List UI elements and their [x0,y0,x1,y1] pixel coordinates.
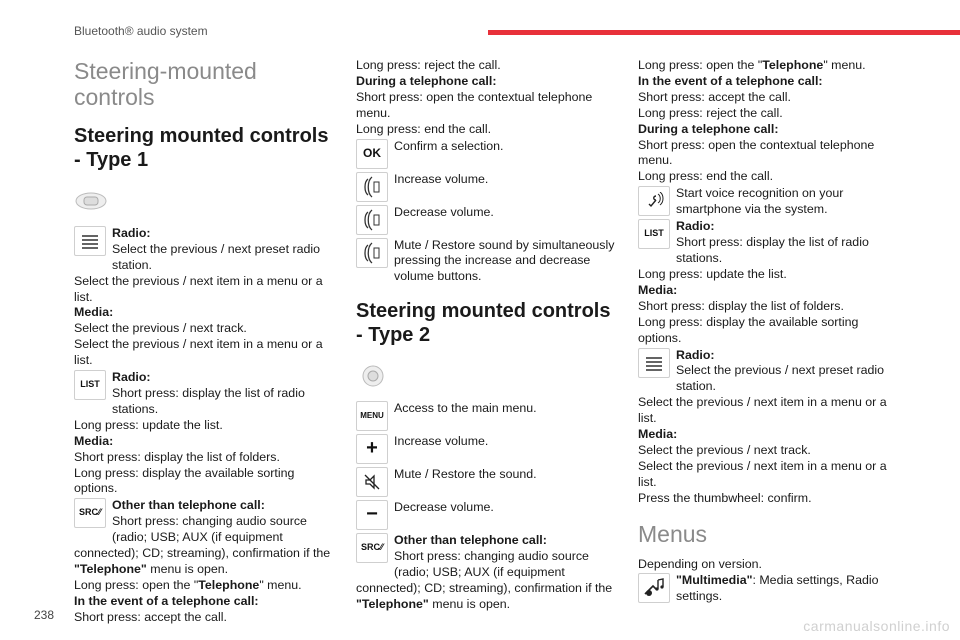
mute-speaker-icon [356,467,388,497]
media-text: Select the previous / next track. [74,321,247,336]
list-radio-label: Radio: [112,370,151,385]
section-title: Steering-mounted controls [74,58,257,110]
end-call-text: Long press: end the call. [356,121,492,136]
media-text-2: Select the previous / next item in a menu or a list. [74,337,323,368]
accept-call-text-2: Short press: accept the call. [638,89,791,104]
long-open-post: " menu. [259,577,302,592]
footer-watermark: carmanualsonline.info [803,618,950,634]
steering-control-type2-icon [356,359,620,400]
long-open-pre-2: Long press: open the " [638,58,763,72]
event-call-label-2: In the event of a telephone call: [638,73,823,88]
volume-up-text: Increase volume. [394,171,489,186]
list-media-short-2: Short press: display the list of folders. [638,298,844,313]
type2-heading: Steering mounted controls - Type 2 [356,300,611,347]
voice-block [638,186,902,218]
plus-icon: + [356,434,388,464]
src-block [74,498,338,578]
list-media-label: Media: [74,433,114,448]
radio-media-block [74,226,338,274]
menu-open-text: menu is open. [150,561,229,576]
end-call-text-2: Long press: end the call. [638,169,774,184]
steering-control-type1-icon [74,184,338,225]
radio-text-2: Select the previous / next item in a menu or a list. [74,273,323,304]
src-icon-label-2: SRC [360,542,380,553]
long-open-pre: Long press: open the " [74,577,199,592]
radio-text-3: Select the previous / next preset radio station. [676,363,885,394]
contextual-menu-text: Short press: open the contextual telephone menu. [356,89,593,120]
reject-call-text: Long press: reject the call. [356,58,501,72]
multimedia-icon [638,573,670,603]
src-text-2: Short press: changing audio source (radio; USB; AUX (if equipment connected); CD; streaming), confirmation if the [356,549,613,595]
column-1 [74,58,338,626]
type1-heading: Steering mounted controls - Type 1 [74,125,329,171]
list-long-text: Long press: update the list. [74,417,223,432]
media-text-3: Select the previous / next track. [638,442,811,457]
depending-text: Depending on version. [638,556,762,571]
vol-down-block [356,205,620,237]
column-3 [638,58,902,605]
src-button-icon [74,498,106,528]
running-header: Bluetooth® audio system [74,24,208,38]
mute-block [356,238,620,286]
radio-text-4: Select the previous / next item in a menu or a list. [638,395,887,426]
menu-open-text-2: menu is open. [432,596,511,611]
mute-text: Mute / Restore sound by simultaneously pressing the increase and decrease volume buttons. [394,237,615,284]
volume-down-text-2: Decrease volume. [394,500,494,515]
list-media-long-2: Long press: display the available sorting options. [638,314,859,345]
src2-block [356,533,620,613]
page-number: 238 [34,608,55,622]
multimedia-label: "Multimedia" [676,573,753,588]
media-text-4: Select the previous / next item in a menu or a list. [638,458,887,489]
vol-up-block [356,172,620,204]
long-open-telephone-2 [638,58,902,74]
list-block [74,370,338,418]
contextual-menu-text-2: Short press: open the contextual telephone menu. [638,137,875,168]
src-label-2: Other than telephone call: [394,533,547,548]
thumbwheel-text: Press the thumbwheel: confirm. [638,490,812,505]
scroll-wheel-icon-2 [638,348,670,378]
src-swap-icon: ⁄⁄ [98,507,102,518]
plus-block [356,434,620,466]
src-text: Short press: changing audio source (radio; USB; AUX (if equipment connected); CD; streaming), confirmation if the [74,514,331,561]
src-swap-icon-2: ⁄⁄ [380,542,384,553]
list2-block [638,219,902,267]
multimedia-text: : Media settings, Radio settings. [676,573,879,604]
list-button-icon: LIST [74,370,106,400]
media-label: Media: [74,305,114,320]
reject-call-text-2: Long press: reject the call. [638,105,783,120]
list-button-icon-2: LIST [638,219,670,249]
src-button-icon-2 [356,533,388,563]
long-open-telephone [74,578,338,594]
ok-block [356,139,620,171]
radio-label-2: Radio: [676,347,715,362]
volume-up-icon [356,172,388,202]
ok-text: Confirm a selection. [394,138,504,153]
accept-call-text: Short press: accept the call. [74,609,227,624]
mute-icon [356,238,388,268]
volume-down-icon [356,205,388,235]
telephone-word-2: Telephone [762,58,824,72]
mute-text-2: Mute / Restore the sound. [394,467,537,482]
column-2 [356,58,620,613]
minus-icon: − [356,500,388,530]
voice-recognition-icon [638,186,670,216]
list-radio-text-2: Short press: display the list of radio stations. [676,235,869,266]
src-label: Other than telephone call: [112,498,265,513]
radio2-block [638,348,902,396]
volume-down-text: Decrease volume. [394,204,494,219]
scroll-wheel-icon [74,226,106,256]
long-open-post-2: " menu. [823,58,866,72]
header-accent-bar [488,30,960,35]
menus-title: Menus [638,520,708,547]
src-icon-label: SRC [78,507,98,518]
minus-block [356,500,620,532]
telephone-word: Telephone [198,577,260,592]
radio-label: Radio: [112,225,151,240]
menu-block [356,401,620,433]
media-label-2: Media: [638,427,678,442]
event-call-label: In the event of a telephone call: [74,593,259,608]
list-media-long: Long press: display the available sorting options. [74,465,295,496]
voice-text: Start voice recognition on your smartphone via the system. [676,186,844,217]
telephone-ref-2: "Telephone" [356,596,429,611]
menu-text: Access to the main menu. [394,401,537,416]
list-radio-label-2: Radio: [676,219,715,234]
list-radio-text: Short press: display the list of radio stations. [112,385,305,416]
menu-button-icon: MENU [356,401,388,431]
ok-button-icon: OK [356,139,388,169]
list-long-text-2: Long press: update the list. [638,266,787,281]
during-call-label: During a telephone call: [356,73,497,88]
during-call-label-2: During a telephone call: [638,121,779,136]
telephone-ref: "Telephone" [74,561,147,576]
multimedia-block [638,573,902,605]
list-media-short: Short press: display the list of folders. [74,449,280,464]
list-media-label-2: Media: [638,282,678,297]
volume-up-text-2: Increase volume. [394,434,489,449]
mute2-block [356,467,620,499]
radio-text: Select the previous / next preset radio station. [112,241,321,272]
